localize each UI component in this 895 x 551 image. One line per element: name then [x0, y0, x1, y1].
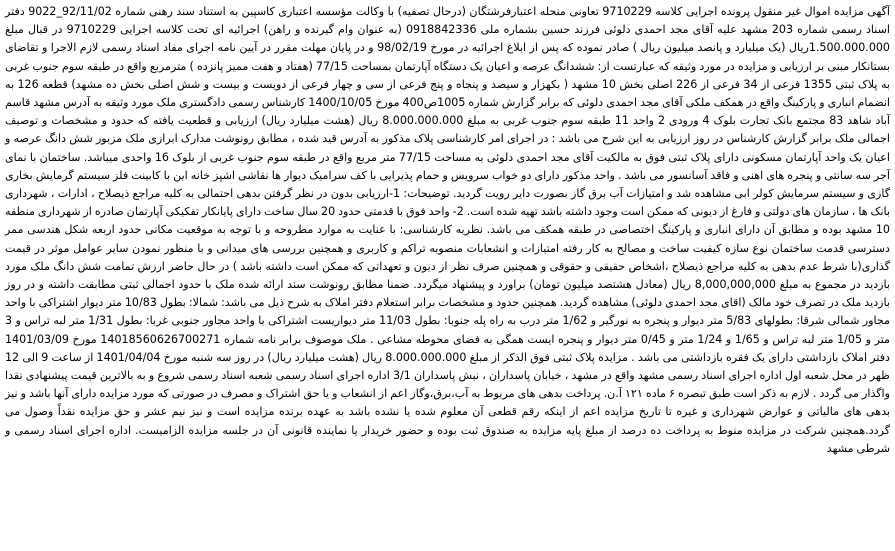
notice-body-text: آگهی مزایده اموال غیر منقول پرونده اجرایی کلاسه 9710229 تعاونی منحله اعتبارفرشتگان (درحال تصفیه) با وکالت مؤسسه اعتباری کاسپین به استناد سند رهنی شماره 92/11/02_9022 دفتر اسناد رسمی شماره 203 مشهد علیه آقای مجد احمدی دلوئی فرزند حسین بشماره ملی 0918842336 (به عنوان وام گیرنده و راهن) اجرائیه ای تحت کلاسه اجرایی 9710229 در قبال مبلغ 1.500.000.000ریال (یک میلیارد و پانصد میلیون ریال ) صادر نموده که پس از ابلاغ اجرائیه در مورخ 98/02/19 و در پایان مهلت مقرر در آیین نامه اجرای مفاد اسناد رسمی لازم الاجرا و تقاضای بستانکار مبنی بر ارزیابی و مزایده در مورد وثیقه که عبارتست از: ششدانگ عرصه و اعیان یک دستگاه آپارتمان بمساحت 77/15 (هفتاد و هفت ممیز پانزده ) مترمربع واقع در طبقه سوم جنوب غربی به پلاک ثبتی 1355 فرعی از 34 فرعی از 226 اصلی بخش 10 مشهد ( بکهزار و سیصد و پنجاه و پنج فرعی از سی و چهار فرعی از دویست و بیست و شش اصلی بخش ده مشهد) قطعه 126 به انضمام انباری و پارکینگ واقع در همکف ملکی آقای مجد احمدی دلوئی که برابر گزارش شماره 1005ص400 مورخ 1400/10/05 کارشناس رسمی دادگستری ملک مورد وثیقه به آدرس مشهد قاسم آباد شاهد 83 مجتمع بانک تجارت بلوک 4 ورودی 2 واحد 11 طبقه سوم جنوب غربی به مبلغ 8.000.000.000 ریال (هشت میلیارد ریال) ارزیابی و قطعیت یافته که حدود و مشخصات و توصیف اجمالی ملک برابر گزارش کارشناس در روز ارزیابی به این شرح می باشد : در اجرای امر کارشناسی پلاک مذکور به آدرس قید شده ، مطابق رونوشت مدارک ابرازی ملک مزبور شش دانگ عرصه و اعیان یک واحد آپارتمان مسکونی دارای پلاک ثبتی فوق به مالکیت آقای مجد احمدی دلوئی به مساحت 77/15 متر مربع واقع در طبقه سوم جنوب غربی از بلوک 16 واحدی میباشد. ساختمان با نمای آجر سه سانتی و پنجره های اهنی و فاقد آسانسور می باشد . واحد مذکور دارای دو خواب سرویس و حمام پذیرایی با کف سرامیک دیوار ها نقاشی اشپز خانه این با کابینت فلز سیستم گرمایش بخاری گازی و سیستم سرمایش کولر ابی مشاهده شد و امتیازات آب برق گاز بصورت دایر رویت گردید. توضیحات: 1-ارزیابی بدون در نظر گرفتن بدهی احتمالی به کلیه مراجع ذیصلاح ، ادارات ، شهرداری بانک ها ، سازمان های دولتی و فارغ از دیونی که ممکن است وجود داشته باشد تهیه شده است. 2- واحد فوق با قدمتی حدود 20 سال ساخت دارای پایانکار تفکیکی آپارتمان صادره از شهرداری منطقه 10 مشهد بوده و مطابق آن دارای انباری و پارکینگ اختصاصی در طبقه همکف می باشد. نظریه کارشناسی: با عنایت به موارد مطروحه و با توجه به موقعیت مکانی حدود اربعه شکل هندسی ممر دسترسی قدمت ساختمان نوع سازه کیفیت ساخت و مصالح به کار رفته امتیازات و انشعابات منصوبه تراکم و کاربری و همچنین بررسی های میدانی و با منظور نمودن سایر عوامل موثر در قیمت گذاری(با شرط عدم بدهی به کلیه مراجع ذیصلاح ،اشخاص حقیقی و حقوقی و همچنین صرف نظر از دیون و تعهداتی که ممکن است داشته باشد ) در حال حاضر ارزش تمامت شش دانگ ملک مورد بازدید در مجموع به مبلغ 8,000,000,000 ریال (معادل هشتصد میلیون تومان) براورد و پیشنهاد میگردد. ضمنا مطابق رونوشت سند ارائه شده ملک با حدود اجمالی ثبتی مطابقت داشته و در روز بازدید ملک در تصرف خود مالک (اقای مجد احمدی دلوئی) مشاهده گردید. همچنین حدود و مشخصات برابر استعلام دفتر املاک به شرح ذیل می باشد: شمالا: بطول 10/83 متر دیوار اشتراکی با واحد مجاور شمالی شرقا: بطولهای 5/83 متر دیوار و پنجره به نورگیر و 1/62 متر درب به راه پله جنوبا: بطول 11/03 متر دیواریست اشتراکی با واحد مجاور جنوبی غربا: بطول 1/31 متر لبه تراس و 3 متر و 1/05 متر لبه تراس و 1/65 و 1/24 متر و 0/45 متر دیوار و پنجره ایست همگی به فضای محوطه مشاعی . ملک موصوف برابر نامه شماره 14018560626700271 مورخ 1401/03/09 دفتر املاک بازداشتی دارای یک فقره بازداشتی می باشد . مزایده پلاک ثبتی فوق الذکر از مبلغ 8.000.000.000 ریال (هشت میلیارد ریال) در روز سه شنبه مورخ 1401/04/04 از ساعت 9 الی 12 ظهر در محل شعبه اول اداره اجرای اسناد رسمی مشهد واقع در مشهد ، خیابان پاسداران ، نبش پاسداران 3/1 اداره اجرای اسناد رسمی شعبه اسناد رسمی شروع و به بالاترین قیمت پیشنهادی نقدا واگذار می گردد . لازم به ذکر است طبق تبصره ۶ ماده ۱۲۱ آ.ن. پرداخت بدهی های مربوط به آب،برق،وگاز اعم از انشعاب و یا حق اشتراک و مصرف در صورتی که مورد مزایده دارای آنها باشد و نیز بدهی های مالیاتی و عوارض شهرداری و غیره تا تاریخ مزایده اعم از اینکه رقم قطعی آن معلوم شده یا نشده باشد به عهده برنده مزایده است و نیز نیم عشر و حق مزایده نقداً وصول می گردد.همچنین شرکت در مزایده منوط به پرداخت ده درصد از مبلغ پایه مزایده به صندوق ثبت بوده و حضور خریدار یا نماینده قانونی آن در جلسه مزایده الزامیست. اداره اجرای اسناد رسمی و شرطی مشهد — [5, 5, 891, 455]
